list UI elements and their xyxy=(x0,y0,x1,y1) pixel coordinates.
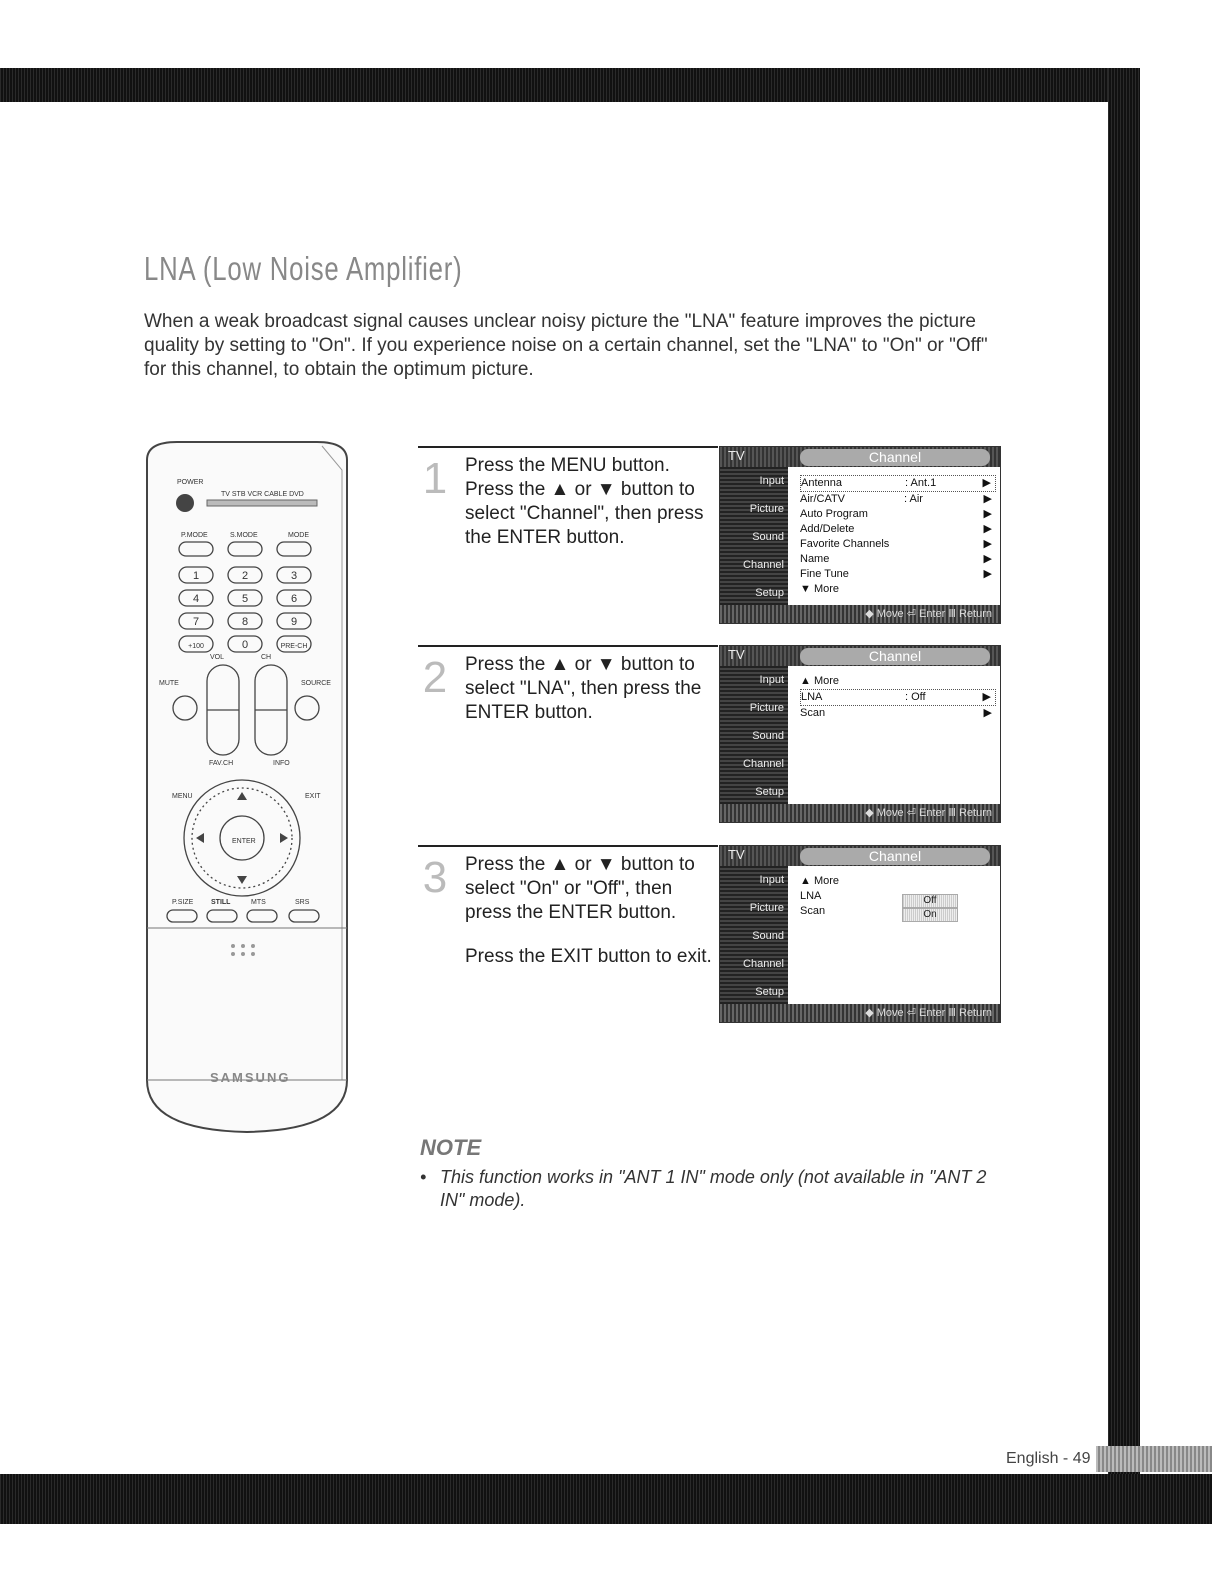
digit-key-label: 4 xyxy=(192,593,200,605)
osd-menu-channel xyxy=(719,645,1001,823)
osd-sidebar-item: Picture xyxy=(749,702,784,714)
osd-item-label: Fine Tune xyxy=(800,568,849,580)
osd-menu-channel xyxy=(719,845,1001,1023)
osd-sidebar-item: Setup xyxy=(755,986,784,998)
mode-labels: TV STB VCR CABLE DVD xyxy=(221,491,304,498)
step-number: 1 xyxy=(422,454,448,503)
brand-logo-text: SAMSUNG xyxy=(210,1070,291,1085)
arrow-right-icon: ▶ xyxy=(982,691,991,703)
osd-item xyxy=(800,492,996,507)
step-2 xyxy=(418,645,1003,825)
step-instruction: Press the EXIT button to exit. xyxy=(465,946,712,967)
digit-key-label: PRE-CH xyxy=(280,643,308,650)
osd-item-value: : Air xyxy=(904,493,923,505)
osd-item-label: LNA xyxy=(800,890,822,902)
smode-label: S.MODE xyxy=(230,532,258,539)
digit-key-label: 6 xyxy=(290,593,298,605)
mode-label: MODE xyxy=(288,532,309,539)
top-decor-band xyxy=(0,68,1140,102)
osd-item xyxy=(800,475,996,492)
arrow-right-icon: ▶ xyxy=(983,553,992,565)
info-label: INFO xyxy=(273,760,290,767)
osd-sidebar xyxy=(720,666,788,806)
osd-item-value: : Ant.1 xyxy=(905,477,937,489)
menu-label: MENU xyxy=(172,793,193,800)
osd-item xyxy=(800,706,996,721)
osd-tv-label: TV xyxy=(728,647,745,662)
arrow-right-icon: ▶ xyxy=(983,538,992,550)
osd-item-label: Antenna xyxy=(801,477,842,489)
osd-sidebar-item: Picture xyxy=(749,503,784,515)
arrow-right-icon: ▶ xyxy=(983,707,992,719)
osd-footer: ◆ Move ⏎ Enter Ⅲ Return xyxy=(720,804,1000,822)
digit-key-label: 2 xyxy=(241,570,249,582)
osd-item-label: ▲ More xyxy=(800,875,840,887)
step-text xyxy=(465,454,715,570)
step-text xyxy=(465,653,715,745)
mts-label: MTS xyxy=(251,899,266,906)
osd-item-label: Favorite Channels xyxy=(800,538,890,550)
note-heading: NOTE xyxy=(420,1135,482,1160)
osd-title: Channel xyxy=(800,848,990,865)
osd-item-list xyxy=(800,475,996,597)
osd-sidebar-item: Channel xyxy=(743,758,784,770)
ch-label: CH xyxy=(261,654,272,661)
bottom-decor-band xyxy=(0,1474,1212,1524)
osd-title: Channel xyxy=(800,449,990,466)
power-label: POWER xyxy=(177,479,204,486)
still-label: STILL xyxy=(211,899,231,906)
osd-sidebar-item: Channel xyxy=(743,958,784,970)
osd-sidebar-item: Setup xyxy=(755,587,784,599)
digit-key-label: 8 xyxy=(241,616,249,628)
step-1 xyxy=(418,446,1003,626)
osd-item xyxy=(800,507,996,522)
psize-label: P.SIZE xyxy=(172,899,194,906)
note-text: This function works in "ANT 1 IN" mode only (not available in "ANT 2 IN" mode). xyxy=(440,1167,987,1210)
osd-tv-label: TV xyxy=(728,847,745,862)
power-button xyxy=(176,494,194,512)
osd-option: On xyxy=(902,908,958,922)
osd-header xyxy=(720,447,1000,467)
arrow-right-icon: ▶ xyxy=(983,523,992,535)
osd-sidebar-item: Sound xyxy=(752,531,784,543)
source-label: SOURCE xyxy=(301,680,331,687)
osd-item-label: ▼ More xyxy=(800,583,840,595)
osd-sidebar-item: Picture xyxy=(749,902,784,914)
note-body xyxy=(420,1166,1000,1212)
arrow-right-icon: ▶ xyxy=(982,477,991,489)
footer-decor-strip xyxy=(1096,1446,1212,1472)
remote-control-illustration xyxy=(137,440,357,1135)
osd-sidebar-item: Channel xyxy=(743,559,784,571)
step-text xyxy=(465,853,715,989)
digit-key-label: 3 xyxy=(290,570,298,582)
osd-sidebar-item: Sound xyxy=(752,930,784,942)
digit-key-label: 7 xyxy=(192,616,200,628)
favch-label: FAV.CH xyxy=(209,760,234,767)
step-number: 2 xyxy=(422,653,448,702)
osd-sidebar-item: Setup xyxy=(755,786,784,798)
osd-item-value: : Off xyxy=(905,691,926,703)
osd-item xyxy=(800,904,996,919)
osd-item xyxy=(800,889,996,904)
osd-option: Off xyxy=(902,894,958,908)
step-instruction: Press the ▲ or ▼ button to select "On" or "Off", then press the ENTER button. xyxy=(465,854,695,923)
osd-item xyxy=(800,874,996,889)
osd-sidebar-item: Input xyxy=(759,874,784,886)
step-number: 3 xyxy=(422,853,448,902)
srs-label: SRS xyxy=(295,899,310,906)
osd-item-label: Scan xyxy=(800,707,826,719)
osd-item-label: ▲ More xyxy=(800,675,840,687)
mute-label: MUTE xyxy=(159,680,179,687)
osd-title: Channel xyxy=(800,648,990,665)
osd-item-label: Scan xyxy=(800,905,826,917)
bullet-icon: • xyxy=(420,1167,427,1187)
step-instruction: Press the ▲ or ▼ button to select "LNA", then press the ENTER button. xyxy=(465,654,702,723)
osd-item xyxy=(800,582,996,597)
arrow-right-icon: ▶ xyxy=(983,508,992,520)
intro-paragraph: When a weak broadcast signal causes unclear noisy picture the "LNA" feature improves the picture quality by setting to "On". If you experience noise on a certain channel, set the "LNA" to "On" or "Off" for this channel, to obtain the optimum picture. xyxy=(144,311,988,380)
digit-key-label: 5 xyxy=(241,593,249,605)
page-title: LNA (Low Noise Amplifier) xyxy=(144,250,463,287)
exit-label: EXIT xyxy=(305,793,321,800)
osd-footer: ◆ Move ⏎ Enter Ⅲ Return xyxy=(720,1004,1000,1022)
osd-item-label: Name xyxy=(800,553,830,565)
page-number: English - 49 xyxy=(1006,1450,1091,1467)
digit-key-label: 1 xyxy=(192,570,200,582)
osd-header xyxy=(720,646,1000,666)
osd-item xyxy=(800,537,996,552)
osd-options xyxy=(902,894,958,922)
osd-sidebar-item: Input xyxy=(759,475,784,487)
step-3 xyxy=(418,845,1003,1025)
enter-label: ENTER xyxy=(232,838,256,845)
osd-item-list xyxy=(800,674,996,721)
osd-item-label: Air/CATV xyxy=(800,493,846,505)
osd-item-label: Auto Program xyxy=(800,508,868,520)
osd-sidebar xyxy=(720,467,788,607)
osd-item xyxy=(800,552,996,567)
osd-item xyxy=(800,689,996,706)
osd-menu-channel xyxy=(719,446,1001,624)
osd-sidebar-item: Sound xyxy=(752,730,784,742)
osd-item-label: Add/Delete xyxy=(800,523,855,535)
osd-item xyxy=(800,674,996,689)
right-decor-band xyxy=(1108,68,1140,1478)
arrow-right-icon: ▶ xyxy=(983,568,992,580)
pmode-label: P.MODE xyxy=(181,532,208,539)
arrow-right-icon: ▶ xyxy=(983,493,992,505)
osd-item xyxy=(800,522,996,537)
digit-key-label: +100 xyxy=(188,643,204,650)
vol-label: VOL xyxy=(210,654,225,661)
osd-item-list xyxy=(800,874,996,919)
osd-sidebar-item: Input xyxy=(759,674,784,686)
osd-sidebar xyxy=(720,866,788,1006)
osd-item xyxy=(800,567,996,582)
step-instruction: Press the MENU button. Press the ▲ or ▼ button to select "Channel", then press the ENTER button. xyxy=(465,455,704,548)
osd-item-label: LNA xyxy=(801,691,823,703)
osd-header xyxy=(720,846,1000,866)
osd-tv-label: TV xyxy=(728,448,745,463)
digit-key-label: 9 xyxy=(290,616,298,628)
digit-key-label: 0 xyxy=(241,639,249,651)
osd-footer: ◆ Move ⏎ Enter Ⅲ Return xyxy=(720,605,1000,623)
